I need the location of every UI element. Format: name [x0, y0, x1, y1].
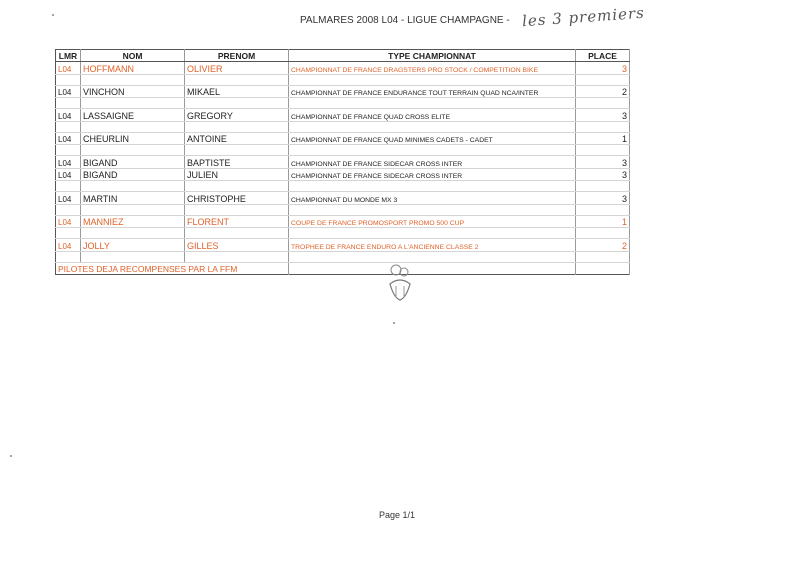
- cell-place: 2: [576, 85, 630, 98]
- cell-place: 1: [576, 215, 630, 228]
- ffm-logo-icon: [386, 262, 414, 302]
- cell-place: 3: [576, 109, 630, 122]
- spacer-row: [56, 228, 630, 239]
- cell-nom: CHEURLIN: [81, 132, 185, 145]
- cell-prenom: GREGORY: [185, 109, 289, 122]
- table-row: [56, 132, 630, 145]
- cell-lmr: L04: [56, 109, 81, 122]
- scan-speck: [52, 14, 54, 16]
- header-place: PLACE: [576, 50, 630, 62]
- cell-prenom: OLIVIER: [185, 62, 289, 75]
- table-row: [56, 85, 630, 98]
- table-row: [56, 62, 630, 75]
- spacer-row: [56, 251, 630, 262]
- cell-lmr: L04: [56, 62, 81, 75]
- cell-lmr: L04: [56, 239, 81, 252]
- cell-lmr: L04: [56, 85, 81, 98]
- header-nom: NOM: [81, 50, 185, 62]
- cell-lmr: L04: [56, 156, 81, 169]
- table-row: [56, 215, 630, 228]
- cell-nom: HOFFMANN: [81, 62, 185, 75]
- spacer-row: [56, 121, 630, 132]
- cell-place: 3: [576, 156, 630, 169]
- palmares-table: [55, 49, 630, 275]
- spacer-row: [56, 145, 630, 156]
- cell-prenom: BAPTISTE: [185, 156, 289, 169]
- scan-speck: [393, 322, 395, 324]
- cell-lmr: L04: [56, 215, 81, 228]
- cell-type: CHAMPIONNAT DE FRANCE SIDECAR CROSS INTER: [289, 168, 576, 181]
- cell-prenom: ANTOINE: [185, 132, 289, 145]
- table-row: [56, 168, 630, 181]
- cell-prenom: GILLES: [185, 239, 289, 252]
- cell-type: TROPHEE DE FRANCE ENDURO A L'ANCIENNE CLASSE 2: [289, 239, 576, 252]
- cell-type: CHAMPIONNAT DE FRANCE SIDECAR CROSS INTER: [289, 156, 576, 169]
- spacer-row: [56, 181, 630, 192]
- cell-type: CHAMPIONNAT DE FRANCE ENDURANCE TOUT TERRAIN QUAD NCA/INTER: [289, 85, 576, 98]
- page-number: Page 1/1: [379, 510, 416, 520]
- header-lmr: LMR: [56, 50, 81, 62]
- spacer-row: [56, 98, 630, 109]
- cell-place: 3: [576, 168, 630, 181]
- footer-note: PILOTES DEJA RECOMPENSES PAR LA FFM: [56, 262, 289, 275]
- cell-nom: BIGAND: [81, 156, 185, 169]
- title-text: PALMARES 2008 L04 - LIGUE CHAMPAGNE: [300, 15, 504, 26]
- header-prenom: PRENOM: [185, 50, 289, 62]
- footer-row: [56, 262, 630, 275]
- cell-place: 3: [576, 192, 630, 205]
- spacer-row: [56, 74, 630, 85]
- cell-type: CHAMPIONNAT DU MONDE MX 3: [289, 192, 576, 205]
- cell-type: CHAMPIONNAT DE FRANCE DRAGSTERS PRO STOCK / COMPETITION BIKE: [289, 62, 576, 75]
- table-row: [56, 192, 630, 205]
- cell-nom: JOLLY: [81, 239, 185, 252]
- cell-type: CHAMPIONNAT DE FRANCE QUAD MINIMES CADETS - CADET: [289, 132, 576, 145]
- cell-lmr: L04: [56, 168, 81, 181]
- cell-nom: VINCHON: [81, 85, 185, 98]
- cell-nom: BIGAND: [81, 168, 185, 181]
- cell-place: 2: [576, 239, 630, 252]
- cell-type: CHAMPIONNAT DE FRANCE QUAD CROSS ELITE: [289, 109, 576, 122]
- cell-prenom: FLORENT: [185, 215, 289, 228]
- cell-lmr: L04: [56, 192, 81, 205]
- table-row: [56, 156, 630, 169]
- spacer-row: [56, 204, 630, 215]
- document-title: [300, 15, 510, 26]
- cell-nom: MANNIEZ: [81, 215, 185, 228]
- cell-place: 3: [576, 62, 630, 75]
- cell-prenom: CHRISTOPHE: [185, 192, 289, 205]
- title-dash: -: [506, 15, 510, 26]
- cell-nom: MARTIN: [81, 192, 185, 205]
- table-header-row: [56, 50, 630, 62]
- cell-nom: LASSAIGNE: [81, 109, 185, 122]
- table-row: [56, 239, 630, 252]
- header-type: TYPE CHAMPIONNAT: [289, 50, 576, 62]
- cell-lmr: L04: [56, 132, 81, 145]
- scan-speck: [10, 455, 12, 457]
- handwritten-note: les 3 premiers: [521, 3, 646, 31]
- table-row: [56, 109, 630, 122]
- cell-prenom: MIKAEL: [185, 85, 289, 98]
- cell-place: 1: [576, 132, 630, 145]
- cell-type: COUPE DE FRANCE PROMOSPORT PROMO 500 CUP: [289, 215, 576, 228]
- cell-prenom: JULIEN: [185, 168, 289, 181]
